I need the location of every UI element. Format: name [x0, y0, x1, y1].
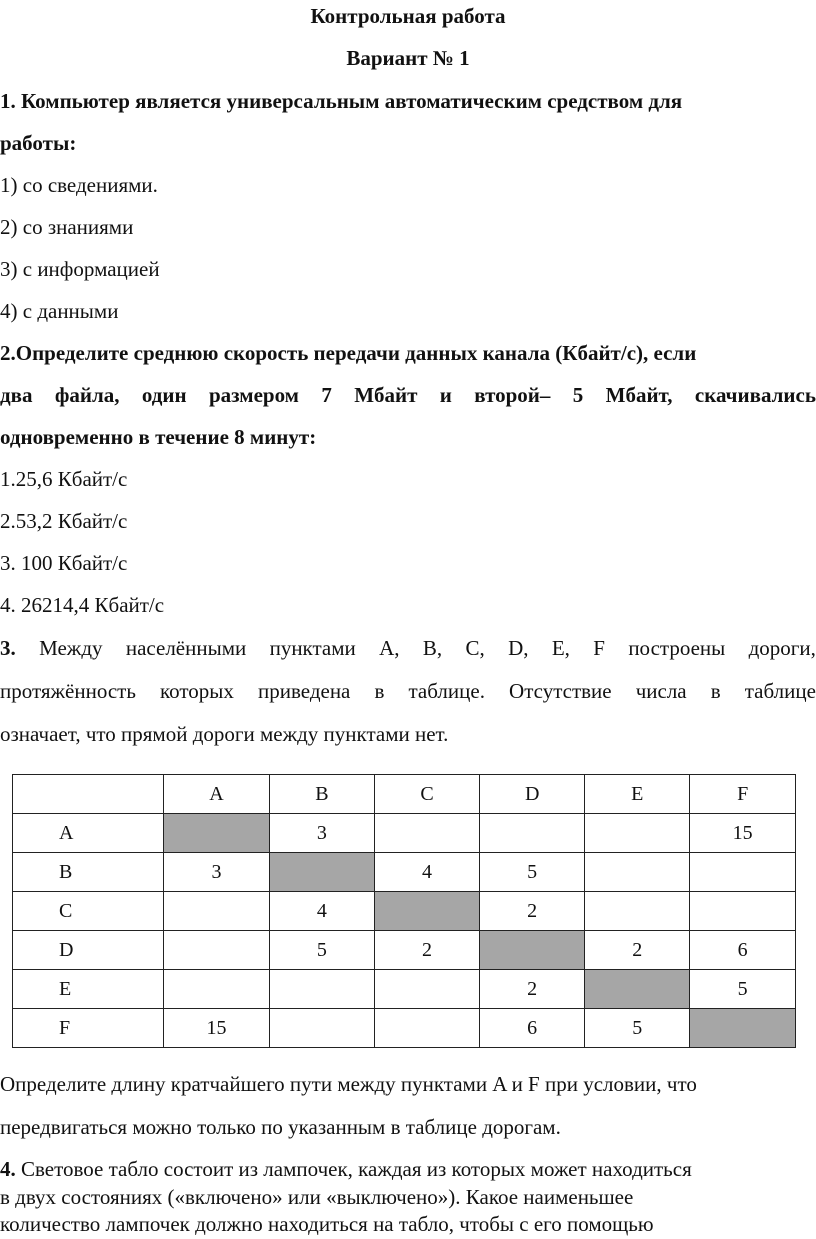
road-distance-table: [12, 774, 796, 1048]
table-cell: 2: [480, 892, 585, 931]
word: файла,: [54, 383, 120, 407]
diagonal-cell: [690, 1009, 796, 1048]
diagonal-cell: [585, 970, 690, 1009]
table-cell: 2: [585, 931, 690, 970]
table-cell: [585, 853, 690, 892]
q2-option-3: 3. 100 Кбайт/с: [0, 551, 128, 575]
word: один: [141, 383, 187, 407]
q3-question-line2: передвигаться можно только по указанным в таблице дорогам.: [0, 1115, 561, 1139]
q3-number: 3.: [0, 636, 16, 660]
word: Отсутствие: [509, 679, 612, 703]
table-cell: 3: [269, 814, 374, 853]
table-cell: [164, 931, 270, 970]
q1-text-line1: 1. Компьютер является универсальным автоматическим средством для: [0, 89, 683, 113]
q1-option-3: 3) с информацией: [0, 257, 160, 281]
word: пунктами: [269, 636, 356, 660]
table-cell: 5: [585, 1009, 690, 1048]
q3-question-line1: Определите длину кратчайшего пути между пунктами A и F при условии, что: [0, 1072, 697, 1096]
diagonal-cell: [480, 931, 585, 970]
q3-text-line2: [0, 679, 816, 703]
table-row: [13, 814, 796, 853]
word: Мбайт,: [605, 383, 673, 407]
row-header: F: [13, 1009, 164, 1048]
diagonal-cell: [164, 814, 270, 853]
q2-option-1: 1.25,6 Кбайт/с: [0, 467, 128, 491]
q1-text-line2: работы:: [0, 131, 77, 155]
word: построены: [628, 636, 726, 660]
column-header: F: [690, 775, 796, 814]
table-cell: 15: [164, 1009, 270, 1048]
table-cell: 3: [164, 853, 270, 892]
row-header: B: [13, 853, 164, 892]
table-cell: [164, 970, 270, 1009]
table-cell: 15: [690, 814, 796, 853]
table-cell: [374, 1009, 479, 1048]
word: размером: [208, 383, 299, 407]
table-cell: [690, 853, 796, 892]
q1-option-1: 1) со сведениями.: [0, 173, 158, 197]
column-header: A: [164, 775, 270, 814]
word: 5: [572, 383, 584, 407]
q2-option-2: 2.53,2 Кбайт/с: [0, 509, 128, 533]
row-header: C: [13, 892, 164, 931]
word: D,: [508, 636, 529, 660]
word: в: [374, 679, 385, 703]
word: F: [593, 636, 605, 660]
table-cell: 4: [374, 853, 479, 892]
word: скачивались: [694, 383, 816, 407]
q4-text-line2: в двух состояниях («включено» или «выключено»). Какое наименьшее: [0, 1185, 634, 1209]
table-cell: 5: [480, 853, 585, 892]
diagonal-cell: [374, 892, 479, 931]
column-header: D: [480, 775, 585, 814]
q2-text-line2: [0, 383, 816, 407]
word: второй–: [474, 383, 551, 407]
row-header: A: [13, 814, 164, 853]
word: Между: [39, 636, 103, 660]
word: числа: [635, 679, 687, 703]
table-cell: 2: [480, 970, 585, 1009]
table-row: [13, 853, 796, 892]
word: населёнными: [125, 636, 247, 660]
table-cell: [374, 814, 479, 853]
table-cell: [690, 892, 796, 931]
word: протяжённость: [0, 679, 136, 703]
word: E,: [551, 636, 570, 660]
word: и: [439, 383, 452, 407]
table-header-row: [13, 775, 796, 814]
table-row: [13, 931, 796, 970]
q3-text-line3: означает, что прямой дороги между пунктами нет.: [0, 722, 449, 746]
column-header: B: [269, 775, 374, 814]
document-title: Контрольная работа: [310, 4, 506, 28]
row-header: E: [13, 970, 164, 1009]
table-cell: 2: [374, 931, 479, 970]
word: в: [710, 679, 721, 703]
word: C,: [465, 636, 485, 660]
q3-text-line1: [0, 636, 816, 660]
table-cell: 4: [269, 892, 374, 931]
table-cell: [585, 814, 690, 853]
table-corner-cell: [13, 775, 164, 814]
table-row: [13, 970, 796, 1009]
table-cell: [480, 814, 585, 853]
word: Мбайт: [354, 383, 418, 407]
column-header: E: [585, 775, 690, 814]
row-header: D: [13, 931, 164, 970]
diagonal-cell: [269, 853, 374, 892]
variant-heading: Вариант № 1: [346, 46, 470, 70]
word: A,: [379, 636, 400, 660]
table-cell: [164, 892, 270, 931]
table-row: [13, 892, 796, 931]
word: которых: [160, 679, 234, 703]
table-cell: 6: [690, 931, 796, 970]
q4-text-line3: количество лампочек должно находиться на табло, чтобы с его помощью: [0, 1212, 654, 1236]
q1-option-4: 4) с данными: [0, 299, 119, 323]
word: таблице: [744, 679, 816, 703]
q2-option-4: 4. 26214,4 Кбайт/с: [0, 593, 165, 617]
q4-text-line1: [0, 1157, 692, 1181]
table-row: [13, 1009, 796, 1048]
q2-text-line3: одновременно в течение 8 минут:: [0, 425, 317, 449]
table-cell: 6: [480, 1009, 585, 1048]
word: дороги,: [748, 636, 816, 660]
table-cell: 5: [690, 970, 796, 1009]
table-cell: [585, 892, 690, 931]
word: таблице.: [408, 679, 485, 703]
table-cell: [269, 1009, 374, 1048]
word: два: [0, 383, 33, 407]
column-header: C: [374, 775, 479, 814]
word: приведена: [258, 679, 351, 703]
q4-line1-text: Световое табло состоит из лампочек, каждая из которых может находиться: [15, 1157, 692, 1181]
word: 7: [321, 383, 332, 407]
table-cell: [374, 970, 479, 1009]
word: B,: [422, 636, 443, 660]
table-cell: 5: [269, 931, 374, 970]
table-cell: [269, 970, 374, 1009]
q4-number: 4.: [0, 1157, 16, 1181]
q2-text-line1: 2.Определите среднюю скорость передачи данных канала (Кбайт/с), если: [0, 341, 697, 365]
q1-option-2: 2) со знаниями: [0, 215, 134, 239]
